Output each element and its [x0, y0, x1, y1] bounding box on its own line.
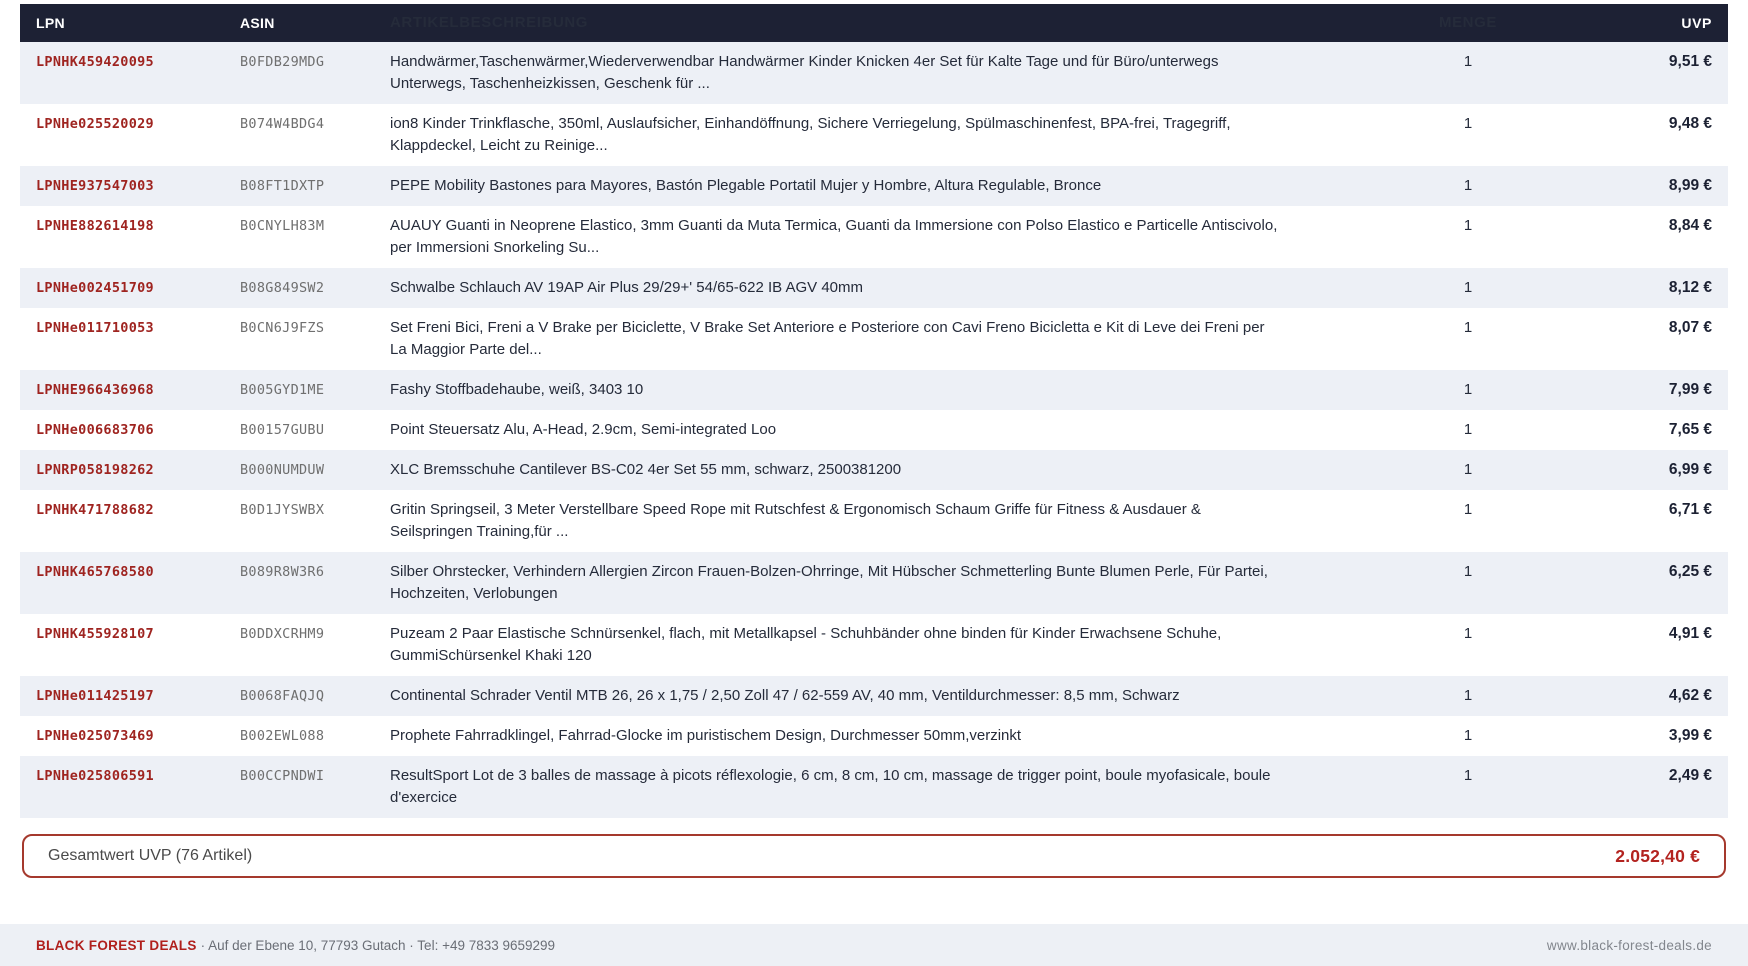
table-row	[20, 166, 1728, 206]
lpn-code: LPNHe011710053	[36, 320, 154, 336]
article-description: AUAUY Guanti in Neoprene Elastico, 3mm Guanti da Muta Termica, Guanti da Immersione con Polso Elastico e Particelle Antiscivolo, per Immersioni Snorkeling Su...	[390, 217, 1278, 256]
quantity-value: 1	[1463, 319, 1473, 336]
lpn-code: LPNHK459420095	[36, 54, 154, 70]
asin-code: B0CNYLH83M	[240, 218, 325, 234]
footer-website-link[interactable]: www.black-forest-deals.de	[1546, 937, 1712, 953]
uvp-price: 7,65 €	[1668, 421, 1712, 438]
asin-code: B00157GUBU	[240, 422, 325, 438]
table-header-row	[20, 4, 1728, 42]
article-description: PEPE Mobility Bastones para Mayores, Bastón Plegable Portatil Mujer y Hombre, Altura Regulable, Bronce	[390, 177, 1102, 194]
asin-code: B074W4BDG4	[240, 116, 325, 132]
quantity-value: 1	[1463, 501, 1473, 518]
asin-code: B0FDB29MDG	[240, 54, 325, 70]
quantity-value: 1	[1463, 563, 1473, 580]
lpn-code: LPNHE937547003	[36, 178, 154, 194]
asin-code: B00CCPNDWI	[240, 768, 325, 784]
uvp-price: 4,91 €	[1668, 625, 1712, 642]
article-description: Gritin Springseil, 3 Meter Verstellbare Speed Rope mit Rutschfest & Ergonomisch Schaum Griffe für Fitness & Ausdauer & Seilspringen Training,für ...	[390, 501, 1201, 540]
lpn-code: LPNHE966436968	[36, 382, 154, 398]
quantity-value: 1	[1463, 381, 1473, 398]
table-row	[20, 450, 1728, 490]
lpn-code: LPNRP058198262	[36, 462, 154, 478]
table-row	[20, 716, 1728, 756]
column-header-uvp: UVP	[1681, 15, 1712, 31]
article-description: ion8 Kinder Trinkflasche, 350ml, Auslaufsicher, Einhandöffnung, Sichere Verriegelung, Spülmaschinenfest, BPA-frei, Tragegriff, Klappdeckel, Leicht zu Reinige...	[390, 115, 1231, 154]
article-description: Handwärmer,Taschenwärmer,Wiederverwendbar Handwärmer Kinder Knicken 4er Set für Kalte Tage und für Büro/unterwegs Unterwegs, Taschenheizkissen, Geschenk für ...	[390, 53, 1219, 92]
article-description: Set Freni Bici, Freni a V Brake per Biciclette, V Brake Set Anteriore e Posteriore con Cavi Freno Bicicletta e Kit di Leve dei Freni per La Maggior Parte del...	[390, 319, 1265, 358]
uvp-price: 3,99 €	[1668, 727, 1712, 744]
lpn-code: LPNHK471788682	[36, 502, 154, 518]
column-header-menge: MENGE	[1438, 14, 1497, 31]
uvp-price: 6,25 €	[1668, 563, 1712, 580]
table-row	[20, 410, 1728, 450]
lpn-code: LPNHK465768580	[36, 564, 154, 580]
asin-code: B089R8W3R6	[240, 564, 325, 580]
lpn-code: LPNHe025520029	[36, 116, 154, 132]
footer-contact: · Auf der Ebene 10, 77793 Gutach · Tel: +49 7833 9659299	[200, 937, 556, 953]
footer-brand: BLACK FOREST DEALS	[36, 937, 197, 953]
table-row	[20, 756, 1728, 818]
column-header-artikelbeschreibung: ARTIKELBESCHREIBUNG	[390, 14, 589, 31]
footer-bar	[0, 924, 1748, 966]
asin-code: B002EWL088	[240, 728, 325, 744]
table-row	[20, 370, 1728, 410]
article-description: XLC Bremsschuhe Cantilever BS-C02 4er Set 55 mm, schwarz, 2500381200	[390, 461, 902, 478]
asin-code: B000NUMDUW	[240, 462, 325, 478]
asin-code: B0CN6J9FZS	[240, 320, 325, 336]
uvp-price: 9,48 €	[1668, 115, 1712, 132]
uvp-price: 4,62 €	[1668, 687, 1712, 704]
article-description: Prophete Fahrradklingel, Fahrrad-Glocke im puristischem Design, Durchmesser 50mm,verzinkt	[390, 727, 1022, 744]
table-row	[20, 552, 1728, 614]
article-description: Continental Schrader Ventil MTB 26, 26 x 1,75 / 2,50 Zoll 47 / 62-559 AV, 40 mm, Ventildurchmesser: 8,5 mm, Schwarz	[390, 687, 1180, 704]
table-row	[20, 104, 1728, 166]
quantity-value: 1	[1463, 421, 1473, 438]
article-description: ResultSport Lot de 3 balles de massage à picots réflexologie, 6 cm, 8 cm, 10 cm, massage de trigger point, boule myofasicale, boule d'exercice	[390, 767, 1271, 806]
article-description: Schwalbe Schlauch AV 19AP Air Plus 29/29+' 54/65-622 IB AGV 40mm	[390, 279, 864, 296]
article-description: Fashy Stoffbadehaube, weiß, 3403 10	[390, 381, 644, 398]
uvp-price: 8,07 €	[1668, 319, 1712, 336]
asin-code: B005GYD1ME	[240, 382, 325, 398]
table-body	[20, 42, 1728, 818]
manifest-table	[20, 4, 1728, 818]
article-description: Puzeam 2 Paar Elastische Schnürsenkel, flach, mit Metallkapsel - Schuhbänder ohne binden für Kinder Erwachsene Schuhe, GummiSchürsenkel Khaki 120	[390, 625, 1222, 664]
asin-code: B0DDXCRHM9	[240, 626, 325, 642]
quantity-value: 1	[1463, 217, 1473, 234]
quantity-value: 1	[1463, 625, 1473, 642]
summary-label: Gesamtwert UVP (76 Artikel)	[48, 847, 253, 864]
uvp-price: 2,49 €	[1668, 767, 1712, 784]
article-description: Point Steuersatz Alu, A-Head, 2.9cm, Semi-integrated Loo	[390, 421, 777, 438]
uvp-price: 6,99 €	[1668, 461, 1712, 478]
uvp-price: 8,12 €	[1668, 279, 1712, 296]
lpn-code: LPNHK455928107	[36, 626, 154, 642]
quantity-value: 1	[1463, 53, 1473, 70]
lpn-code: LPNHe025806591	[36, 768, 154, 784]
table-row	[20, 308, 1728, 370]
summary-total-value: 2.052,40 €	[1615, 845, 1700, 866]
lpn-code: LPNHe002451709	[36, 280, 154, 296]
uvp-price: 8,99 €	[1668, 177, 1712, 194]
lpn-code: LPNHE882614198	[36, 218, 154, 234]
quantity-value: 1	[1463, 687, 1473, 704]
uvp-price: 8,84 €	[1668, 217, 1712, 234]
uvp-price: 6,71 €	[1668, 501, 1712, 518]
column-header-asin: ASIN	[240, 15, 275, 31]
quantity-value: 1	[1463, 461, 1473, 478]
asin-code: B08FT1DXTP	[240, 178, 325, 194]
article-description: Silber Ohrstecker, Verhindern Allergien Zircon Frauen-Bolzen-Ohrringe, Mit Hübscher Schmetterling Bunte Blumen Perle, Für Partei, Hochzeiten, Verlobungen	[390, 563, 1268, 602]
quantity-value: 1	[1463, 727, 1473, 744]
table-row	[20, 42, 1728, 104]
quantity-value: 1	[1463, 767, 1473, 784]
footer-company-info	[36, 938, 555, 953]
summary-total-box	[22, 834, 1726, 878]
quantity-value: 1	[1463, 177, 1473, 194]
lpn-code: LPNHe025073469	[36, 728, 154, 744]
table-row	[20, 206, 1728, 268]
quantity-value: 1	[1463, 115, 1473, 132]
table-row	[20, 676, 1728, 716]
table-row	[20, 268, 1728, 308]
quantity-value: 1	[1463, 279, 1473, 296]
asin-code: B0D1JYSWBX	[240, 502, 325, 518]
uvp-price: 9,51 €	[1668, 53, 1712, 70]
table-row	[20, 490, 1728, 552]
asin-code: B0068FAQJQ	[240, 688, 325, 704]
asin-code: B08G849SW2	[240, 280, 325, 296]
table-row	[20, 614, 1728, 676]
lpn-code: LPNHe011425197	[36, 688, 154, 704]
lpn-code: LPNHe006683706	[36, 422, 154, 438]
uvp-price: 7,99 €	[1668, 381, 1712, 398]
column-header-lpn: LPN	[36, 15, 65, 31]
